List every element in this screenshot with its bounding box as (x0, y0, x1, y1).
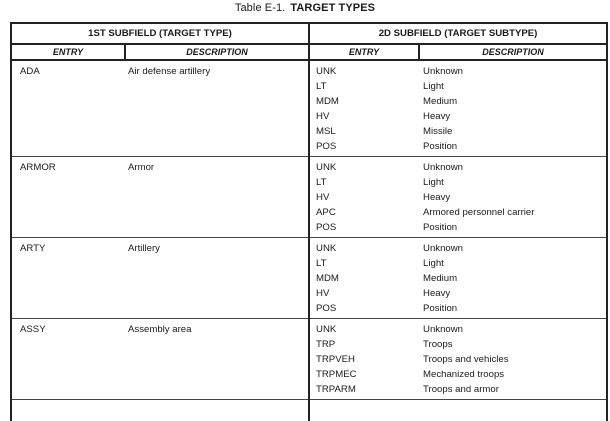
target-types-table (10, 22, 608, 421)
subtype-entry: HV (316, 286, 419, 301)
subtype-description: Troops and armor (423, 382, 606, 397)
table-row (11, 238, 607, 319)
subtype-entries (309, 60, 419, 157)
target-type-description-text: Armor (128, 160, 308, 175)
target-type-entry (11, 157, 125, 238)
target-type-entry-text: ARMOR (20, 160, 125, 175)
subtype-entry: TRPARM (316, 382, 419, 397)
subtype-descriptions (419, 157, 607, 238)
subtype-description: Position (423, 220, 606, 235)
subtype-descriptions (419, 60, 607, 157)
subtype-description: Troops (423, 337, 606, 352)
header-description: DESCRIPTION (125, 44, 309, 60)
empty-cell (309, 400, 419, 421)
subtype-entry: APC (316, 205, 419, 220)
subtype-entry: MSL (316, 124, 419, 139)
subtype-entry: LT (316, 175, 419, 190)
subtype-entry: TRP (316, 337, 419, 352)
empty-cell (11, 400, 125, 421)
subtype-description: Light (423, 175, 606, 190)
header-entry: ENTRY (11, 44, 125, 60)
subtype-description: Unknown (423, 241, 606, 256)
subtype-entry: UNK (316, 160, 419, 175)
table-row (11, 157, 607, 238)
target-type-entry-text: ASSY (20, 322, 125, 337)
subtype-description: Position (423, 139, 606, 154)
table-row-cutoff (11, 400, 607, 421)
subtype-entry: HV (316, 109, 419, 124)
subtype-entry: HV (316, 190, 419, 205)
target-type-entry (11, 60, 125, 157)
subtype-description: Medium (423, 94, 606, 109)
subtype-entry: LT (316, 79, 419, 94)
subtype-entry: UNK (316, 241, 419, 256)
target-type-entry-text: ADA (20, 64, 125, 79)
target-type-description (125, 157, 309, 238)
target-type-description-text: Air defense artillery (128, 64, 308, 79)
subtype-description: Heavy (423, 109, 606, 124)
target-type-description (125, 60, 309, 157)
header-row-subfields (11, 23, 607, 44)
subtype-description: Light (423, 256, 606, 271)
subtype-entry: TRPVEH (316, 352, 419, 367)
subtype-entry: MDM (316, 271, 419, 286)
subtype-description: Unknown (423, 160, 606, 175)
subtype-entries (309, 238, 419, 319)
header-second-subfield: 2D SUBFIELD (TARGET SUBTYPE) (309, 23, 607, 44)
target-type-entry (11, 238, 125, 319)
subtype-description: Medium (423, 271, 606, 286)
subtype-description: Heavy (423, 190, 606, 205)
table-body (11, 60, 607, 421)
header-row-columns (11, 44, 607, 60)
subtype-description: Position (423, 301, 606, 316)
subtype-entry: TRPMEC (316, 367, 419, 382)
table-title: TARGET TYPES (290, 2, 375, 14)
subtype-description: Light (423, 79, 606, 94)
subtype-description: Unknown (423, 322, 606, 337)
subtype-entries (309, 157, 419, 238)
subtype-entry: POS (316, 139, 419, 154)
empty-cell (125, 400, 309, 421)
target-type-entry (11, 319, 125, 400)
subtype-entry: MDM (316, 94, 419, 109)
target-type-description-text: Artillery (128, 241, 308, 256)
table-row (11, 60, 607, 157)
subtype-description: Troops and vehicles (423, 352, 606, 367)
target-type-description-text: Assembly area (128, 322, 308, 337)
subtype-description: Heavy (423, 286, 606, 301)
header-first-subfield: 1ST SUBFIELD (TARGET TYPE) (11, 23, 309, 44)
header-subtype-description: DESCRIPTION (419, 44, 607, 60)
subtype-entry: UNK (316, 322, 419, 337)
target-type-description (125, 319, 309, 400)
subtype-description: Missile (423, 124, 606, 139)
table-number: Table E-1. (235, 2, 286, 14)
subtype-description: Mechanized troops (423, 367, 606, 382)
table-row (11, 319, 607, 400)
empty-cell (419, 400, 607, 421)
subtype-entry: POS (316, 220, 419, 235)
table-caption (0, 2, 610, 14)
subtype-entries (309, 319, 419, 400)
subtype-entry: POS (316, 301, 419, 316)
subtype-descriptions (419, 238, 607, 319)
subtype-descriptions (419, 319, 607, 400)
target-type-description (125, 238, 309, 319)
subtype-description: Armored personnel carrier (423, 205, 606, 220)
header-subtype-entry: ENTRY (309, 44, 419, 60)
subtype-entry: LT (316, 256, 419, 271)
subtype-entry: UNK (316, 64, 419, 79)
target-type-entry-text: ARTY (20, 241, 125, 256)
subtype-description: Unknown (423, 64, 606, 79)
